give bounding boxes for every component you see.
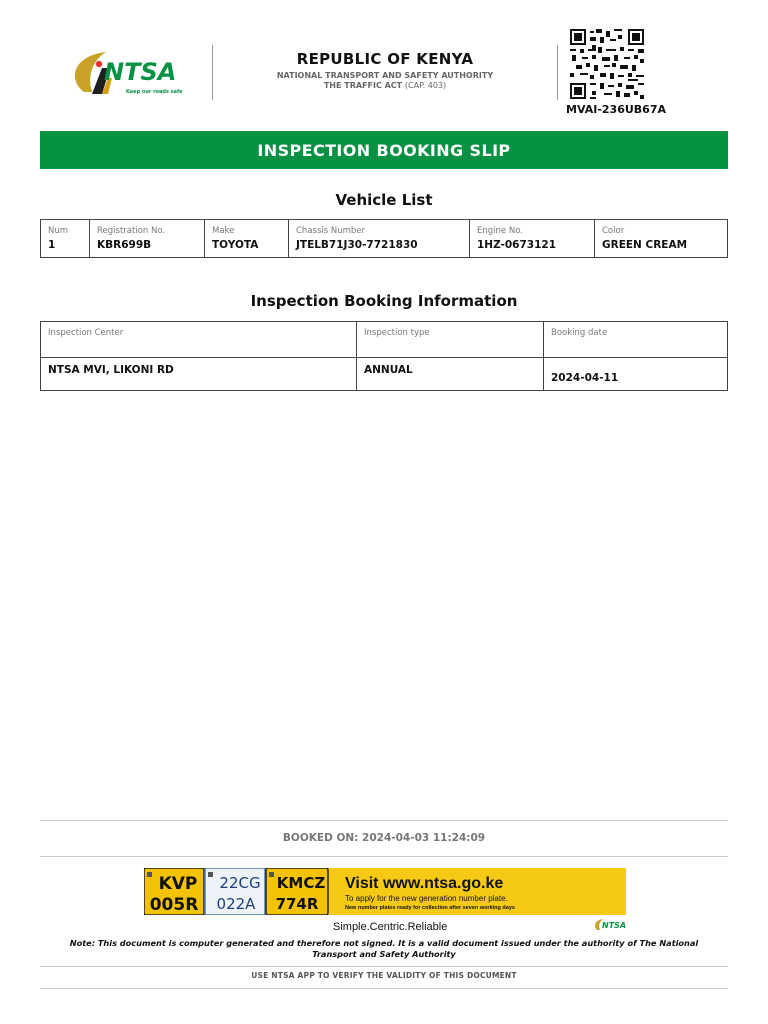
cell-value: KBR699B <box>97 239 152 251</box>
booking-info-table <box>40 321 728 391</box>
table-cell <box>289 220 470 258</box>
svg-text:To apply for the new generatio: To apply for the new generation number plate. <box>345 894 508 903</box>
svg-text:22CG: 22CG <box>219 874 261 892</box>
table-cell <box>470 220 595 258</box>
reference-number: MVAI-236UB67A <box>566 103 666 116</box>
qr-code <box>570 29 644 99</box>
column-header: Num <box>48 226 69 236</box>
table-row <box>41 358 728 391</box>
cell-value: 1 <box>48 239 56 251</box>
svg-text:Visit www.ntsa.go.ke: Visit www.ntsa.go.ke <box>345 875 504 892</box>
inspection-type-value: ANNUAL <box>364 364 413 376</box>
svg-text:Keep our roads safe: Keep our roads safe <box>126 89 183 95</box>
footer-divider <box>40 988 728 989</box>
authority-name: NATIONAL TRANSPORT AND SAFETY AUTHORITY <box>276 71 494 80</box>
footer-divider <box>40 820 728 821</box>
table-cell <box>544 322 728 358</box>
booked-on: BOOKED ON: 2024-04-03 11:24:09 <box>282 832 486 844</box>
column-header: Chassis Number <box>296 226 366 236</box>
ntsa-logo <box>66 48 202 100</box>
svg-text:774R: 774R <box>275 895 319 913</box>
footer-divider <box>40 856 728 857</box>
vehicle-table <box>40 219 728 258</box>
inspection-center-value: NTSA MVI, LIKONI RD <box>48 364 174 376</box>
traffic-act: THE TRAFFIC ACT (CAP. 403) <box>323 81 447 90</box>
column-header: Registration No. <box>97 226 166 236</box>
ntsa-small-logo <box>593 918 627 932</box>
table-cell <box>357 358 544 391</box>
ntsa-tagline: Simple.Centric.Reliable <box>333 921 448 933</box>
verify-notice: USE NTSA APP TO VERIFY THE VALIDITY OF THIS DOCUMENT <box>251 971 517 980</box>
footer-divider <box>40 966 728 967</box>
disclaimer-note: Note: This document is computer generated and therefore not signed. It is a valid document issued under the authority of The National Transport and Safety Authority <box>69 938 699 959</box>
svg-text:KVP: KVP <box>158 874 198 894</box>
table-cell <box>544 358 728 391</box>
table-row <box>41 322 728 358</box>
cell-value: 1HZ-0673121 <box>477 239 557 251</box>
cell-value: TOYOTA <box>212 239 259 251</box>
number-plate-advert <box>144 868 626 915</box>
inspection-center-label: Inspection Center <box>48 328 124 338</box>
column-header: Engine No. <box>477 226 523 236</box>
table-cell <box>90 220 205 258</box>
table-cell <box>357 322 544 358</box>
table-cell <box>41 220 90 258</box>
table-cell <box>41 322 357 358</box>
booking-date-value: 2024-04-11 <box>551 372 619 384</box>
vehicle-list-title: Vehicle List <box>335 191 433 209</box>
svg-text:KMCZ: KMCZ <box>276 874 326 892</box>
column-header: Color <box>602 226 625 236</box>
svg-text:005R: 005R <box>149 895 199 915</box>
header-divider-left <box>212 45 213 100</box>
inspection-type-label: Inspection type <box>364 328 430 338</box>
booking-date-label: Booking date <box>551 328 608 338</box>
header-divider-right <box>557 45 558 100</box>
svg-text:New number plates ready for co: New number plates ready for collection after seven working days <box>345 905 515 911</box>
country-title: REPUBLIC OF KENYA <box>296 50 474 68</box>
booking-info-title: Inspection Booking Information <box>250 292 518 310</box>
table-cell <box>205 220 289 258</box>
table-cell <box>595 220 728 258</box>
table-cell <box>41 358 357 391</box>
column-header: Make <box>212 226 235 236</box>
cell-value: JTELB71J30-7721830 <box>296 239 418 251</box>
svg-text:022A: 022A <box>216 895 256 913</box>
table-row <box>41 220 728 258</box>
document-title-banner: INSPECTION BOOKING SLIP <box>40 131 728 169</box>
svg-text:NTSA: NTSA <box>104 58 177 86</box>
svg-text:NTSA: NTSA <box>602 921 627 930</box>
cell-value: GREEN CREAM <box>602 239 688 251</box>
